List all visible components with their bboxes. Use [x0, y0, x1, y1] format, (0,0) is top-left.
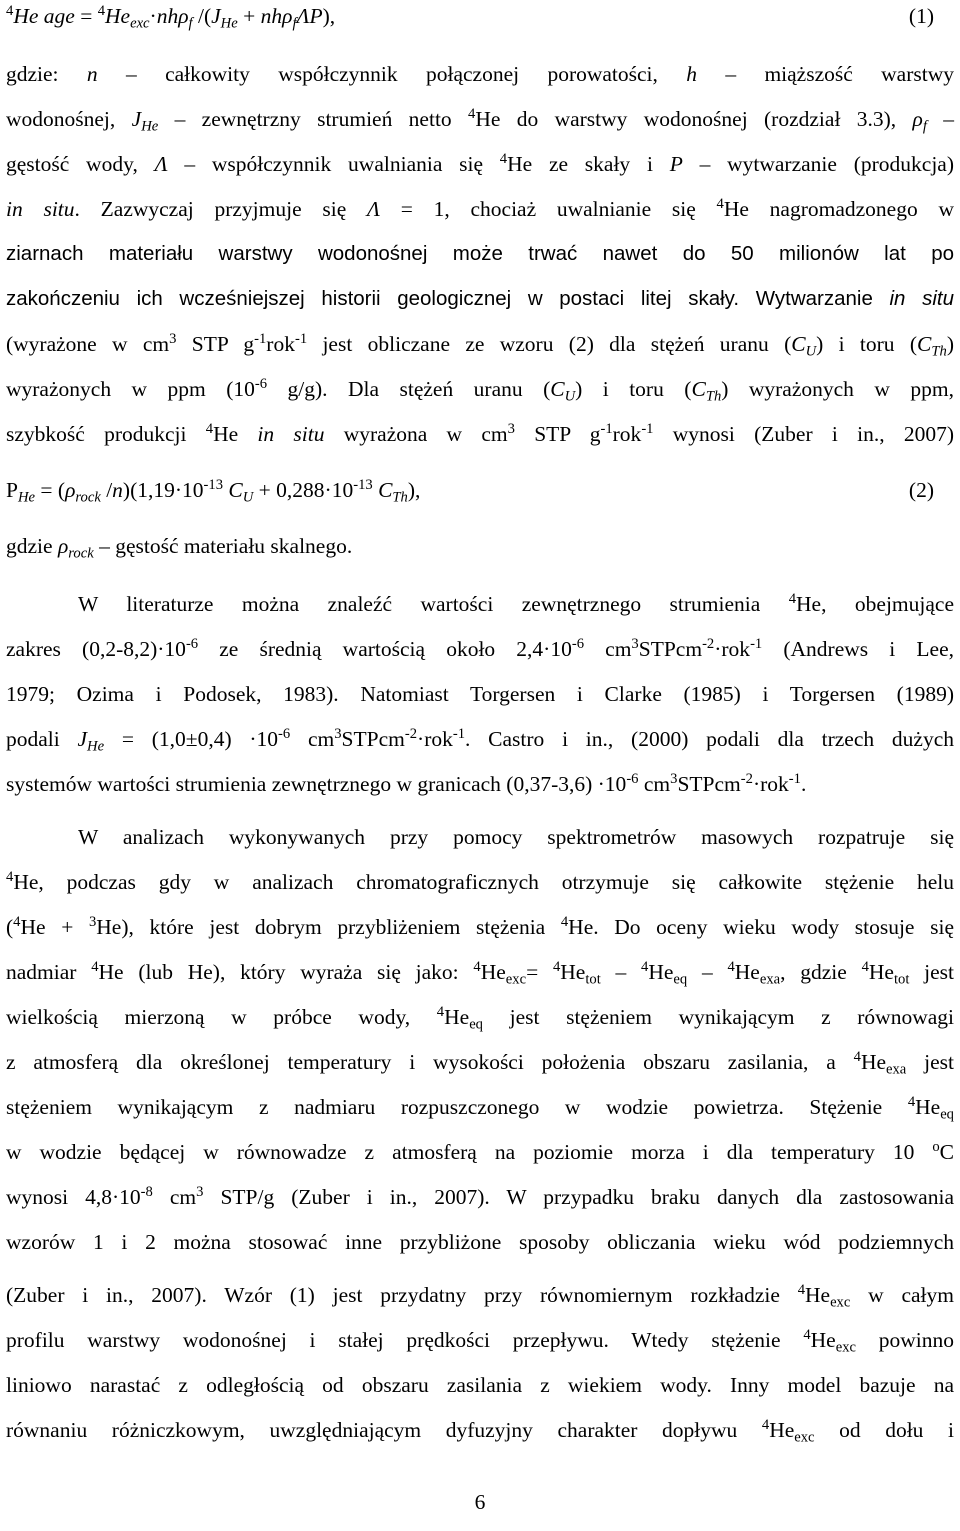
- equation-1-formula: $^4$He age = $^4He_{exc}\cdot nh\rho_f$ $/(J_{He} + nh\rho_f\Lambda P)$,: [6, 2, 336, 32]
- text-line: gdzie: n – całkowity współczynnik połączonej porowatości, h – miąższość warstwy: [6, 62, 954, 86]
- text-line: stężeniem wynikającym z nadmiaru rozpuszczonego w wodzie powietrza. Stężenie $^4He_{eq}$: [6, 1093, 954, 1123]
- text-line: wodonośnej, $J_{He}$ – zewnętrzny strumień netto $^4$He do warstwy wodonośnej (rozdział 3.3), $\rho_f$ –: [6, 105, 954, 135]
- equation-2-number: (2): [908, 478, 934, 502]
- text-line: gęstość wody, Λ – współczynnik uwalniania się $^4$He ze skały i P – wytwarzanie (produkcja): [6, 150, 954, 176]
- text-line: zakończeniu ich wcześniejszej historii geologicznej w postaci litej skały. Wytwarzanie in situ: [6, 287, 954, 310]
- text-line: wzorów 1 i 2 można stosować inne przybliżone sposoby obliczania wieku wód podziemnych: [6, 1230, 954, 1254]
- text-line: równaniu różniczkowym, uwzględniającym dyfuzyjny charakter dopływu $^4He_{exc}$ od dołu i: [6, 1416, 954, 1446]
- equation-2: [6, 478, 934, 508]
- equation-1: [6, 4, 934, 34]
- text-line: zakres $(0,2-8,2)\cdot 10^{-6}$ ze średnią wartością około $2,4\cdot 10^{-6}$ $cm^3STPcm^{-2}\cdot rok^{-1}$ (Andrews i Lee,: [6, 635, 954, 661]
- text-line: podali $J_{He} = (1,0\pm 0,4) \cdot 10^{-6}$ $cm^3STPcm^{-2}\cdot rok^{-1}$. Castro i in., (2000) podali dla trzech dużych: [6, 725, 954, 755]
- text-line: z atmosferą dla określonej temperatury i wysokości położenia obszaru zasilania, a $^4He_{exa}$ jest: [6, 1048, 954, 1078]
- equation-2-formula: $P_{He} = (\rho_{rock}$ $/n)(1,19\cdot 10^{-13}$ $C_U + 0,288\cdot 10^{-13}$ $C_{Th}$),: [6, 476, 421, 506]
- text-line: ziarnach materiału warstwy wodonośnej może trwać nawet do 50 milionów lat po: [6, 242, 954, 265]
- equation-1-number: (1): [908, 4, 934, 28]
- text-line: gdzie $\rho_{rock}$ – gęstość materiału skalnego.: [6, 534, 353, 562]
- text-line: wynosi $4,8\cdot 10^{-8}$ $cm^3$ STP/g (Zuber i in., 2007). W przypadku braku danych dla zastosowania: [6, 1183, 954, 1209]
- text-line: wielkością mierzoną w próbce wody, $^4He_{eq}$ jest stężeniem wynikającym z równowagi: [6, 1003, 954, 1033]
- text-line: wyrażonych w ppm ($10^{-6}$ g/g). Dla stężeń uranu $(C_U)$ i toru $(C_{Th})$ wyrażonych w ppm,: [6, 375, 954, 405]
- text-line: in situ. Zazwyczaj przyjmuje się Λ = 1, chociaż uwalnianie się $^4$He nagromadzonego w: [6, 195, 954, 221]
- text-line: systemów wartości strumienia zewnętrznego w granicach $(0,37-3,6) \cdot 10^{-6}$ $cm^3STPcm^{-2}\cdot rok^{-1}$.: [6, 770, 807, 796]
- text-line: w wodzie będącej w równowadze z atmosferą na poziomie morza i dla temperatury 10 $^o$C: [6, 1138, 954, 1164]
- text-line: (Zuber i in., 2007). Wzór (1) jest przydatny przy równomiernym rozkładzie $^4He_{exc}$ w całym: [6, 1281, 954, 1311]
- text-line: liniowo narastać z odległością od obszaru zasilania z wiekiem wody. Inny model bazuje na: [6, 1373, 954, 1397]
- text-line: W analizach wykonywanych przy pomocy spektrometrów masowych rozpatruje się: [78, 825, 954, 849]
- text-line: ($^4$He + $^3$He), które jest dobrym przybliżeniem stężenia $^4$He. Do oceny wieku wody stosuje się: [6, 913, 954, 939]
- text-line: nadmiar $^4$He (lub He), który wyraża się jako: $^4He_{exc}= ^4He_{tot} - ^4He_{eq} - ^4He_{exa}$, gdzie $^4He_{tot}$ jest: [6, 958, 954, 988]
- page-number: 6: [474, 1490, 486, 1514]
- text-line: W literaturze można znaleźć wartości zewnętrznego strumienia $^4$He, obejmujące: [78, 590, 954, 616]
- text-line: 1979; Ozima i Podosek, 1983). Natomiast Torgersen i Clarke (1985) i Torgersen (1989): [6, 682, 954, 706]
- text-line: (wyrażone w $cm^3$ STP $g^{-1}rok^{-1}$ jest obliczane ze wzoru (2) dla stężeń uranu $(C_U)$ i toru $(C_{Th})$: [6, 330, 954, 360]
- text-line: profilu warstwy wodonośnej i stałej prędkości przepływu. Wtedy stężenie $^4He_{exc}$ powinno: [6, 1326, 955, 1356]
- text-line: $^4$He, podczas gdy w analizach chromatograficznych otrzymuje się całkowite stężenie helu: [6, 868, 954, 894]
- text-line: szybkość produkcji $^4$He in situ wyrażona w $cm^3$ STP $g^{-1}rok^{-1}$ wynosi (Zuber i in., 2007): [6, 420, 955, 446]
